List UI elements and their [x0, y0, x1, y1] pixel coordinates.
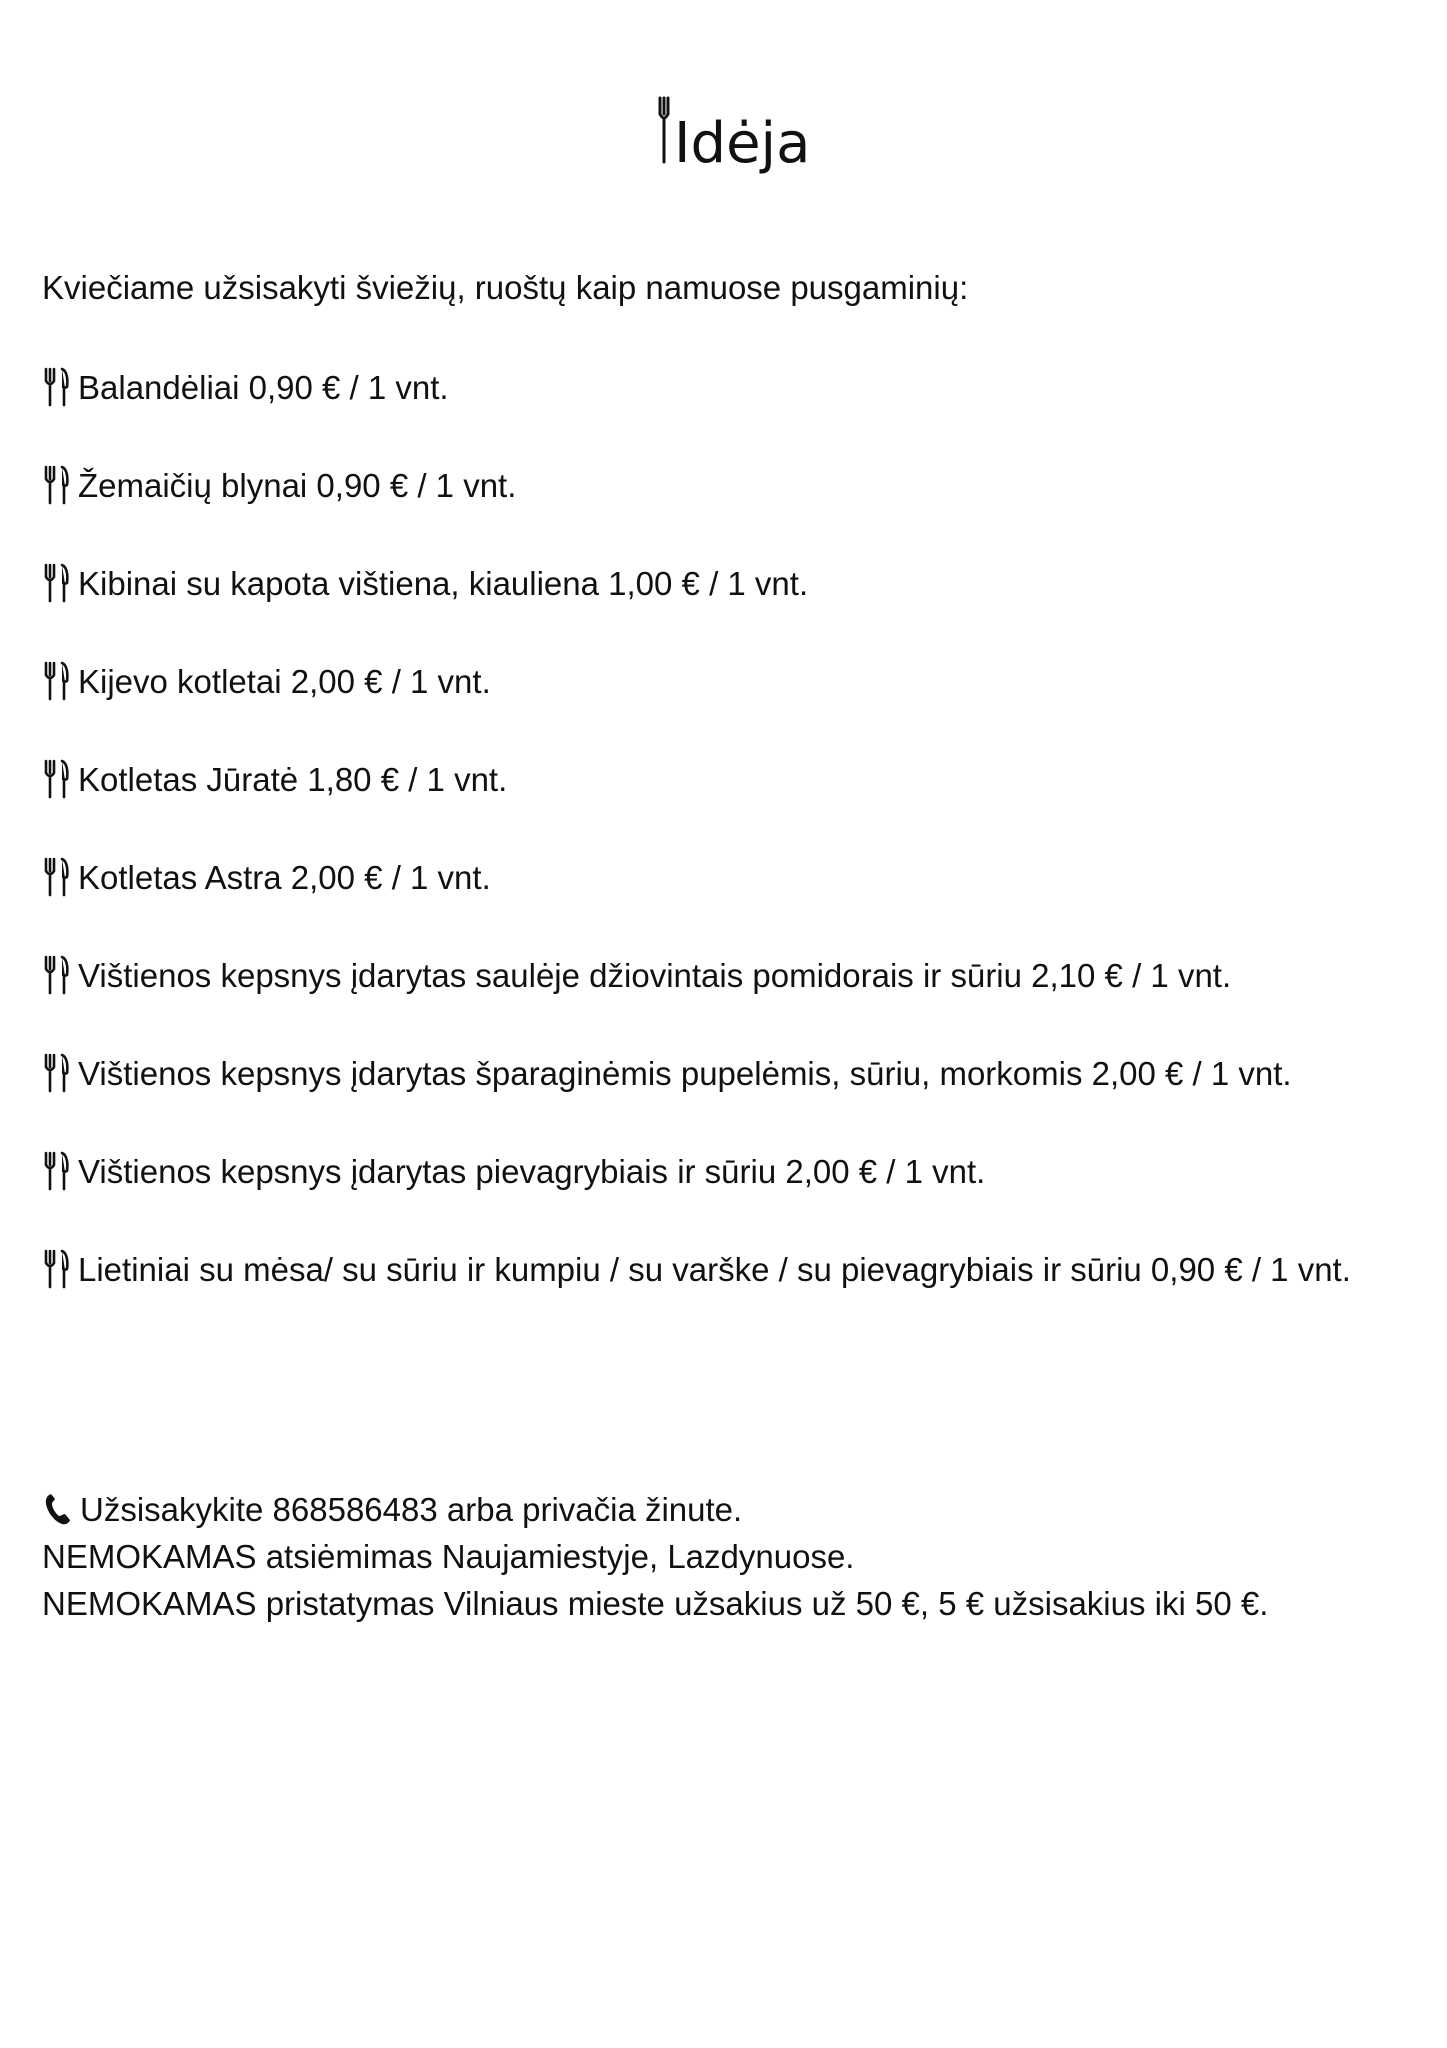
fork-knife-icon [42, 465, 72, 505]
logo-text: Idėja [673, 111, 810, 176]
fork-knife-icon [42, 955, 72, 995]
menu-item-label: Kotletas Jūratė 1,80 € / 1 vnt. [78, 761, 508, 798]
fork-knife-icon [42, 1249, 72, 1289]
fork-knife-icon [42, 1151, 72, 1191]
intro-text: Kviečiame užsisakyti šviežių, ruoštų kaip namuose pusgaminių: [42, 269, 969, 306]
menu-item [42, 954, 1412, 1052]
menu-item [42, 464, 1412, 562]
menu-item [42, 758, 1412, 856]
menu-item-label: Kotletas Astra 2,00 € / 1 vnt. [78, 859, 491, 896]
fork-knife-icon [42, 661, 72, 701]
menu-item [42, 366, 1412, 464]
order-line [42, 1486, 1268, 1533]
menu-item-label: Balandėliai 0,90 € / 1 vnt. [78, 369, 449, 406]
menu-item [42, 1248, 1412, 1292]
fork-knife-icon [42, 563, 72, 603]
fork-knife-icon [42, 1053, 72, 1093]
contact-block [42, 1486, 1268, 1627]
fork-knife-icon [42, 367, 72, 407]
product-list [42, 366, 1412, 1292]
phone-icon [42, 1491, 72, 1527]
fork-knife-logo-icon [654, 92, 810, 182]
pickup-line: NEMOKAMAS atsiėmimas Naujamiestyje, Lazdynuose. [42, 1538, 855, 1575]
menu-item [42, 856, 1412, 954]
order-text: Užsisakykite 868586483 arba privačia žinute. [80, 1491, 743, 1528]
menu-item [42, 562, 1412, 660]
menu-item-label: Vištienos kepsnys įdarytas saulėje džiovintais pomidorais ir sūriu 2,10 € / 1 vnt. [78, 957, 1232, 994]
delivery-line: NEMOKAMAS pristatymas Vilniaus mieste užsakius už 50 €, 5 € užsisakius iki 50 €. [42, 1585, 1269, 1622]
fork-knife-icon [42, 759, 72, 799]
menu-item-label: Kijevo kotletai 2,00 € / 1 vnt. [78, 663, 491, 700]
menu-item-label: Kibinai su kapota vištiena, kiauliena 1,00 € / 1 vnt. [78, 565, 809, 602]
menu-item-label: Vištienos kepsnys įdarytas pievagrybiais ir sūriu 2,00 € / 1 vnt. [78, 1153, 986, 1190]
menu-item-label: Žemaičių blynai 0,90 € / 1 vnt. [78, 467, 517, 504]
menu-item [42, 660, 1412, 758]
menu-item [42, 1052, 1412, 1150]
brand-logo [0, 92, 1447, 182]
menu-item [42, 1150, 1412, 1248]
fork-knife-icon [42, 857, 72, 897]
menu-item-label: Vištienos kepsnys įdarytas šparaginėmis pupelėmis, sūriu, morkomis 2,00 € / 1 vnt. [78, 1055, 1292, 1092]
menu-item-label: Lietiniai su mėsa/ su sūriu ir kumpiu / su varške / su pievagrybiais ir sūriu 0,90 € / 1 vnt. [78, 1251, 1351, 1288]
